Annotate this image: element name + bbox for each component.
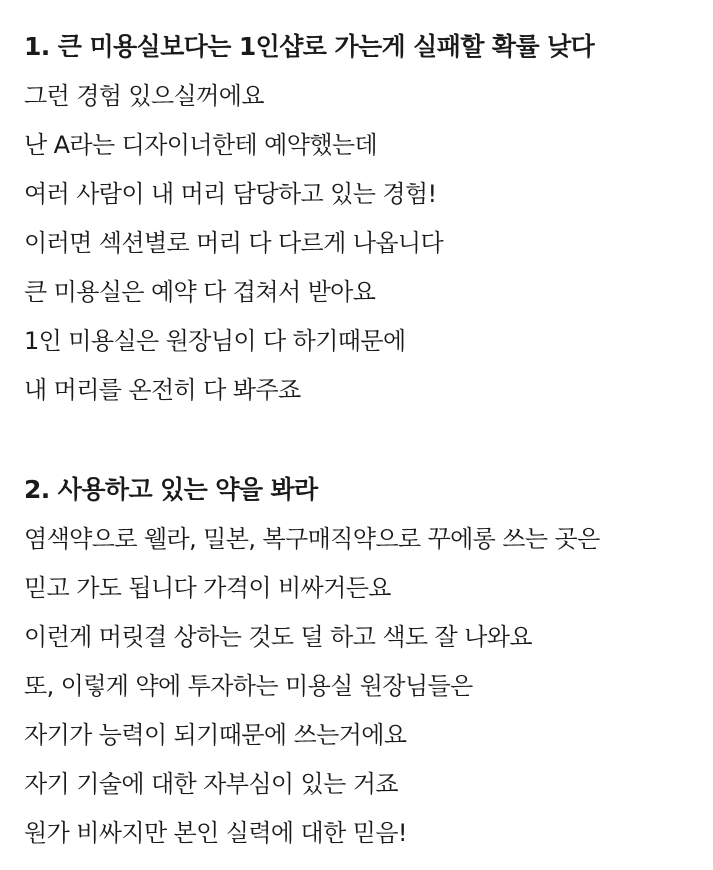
section-2-line-1: 염색약으로 웰라, 밀본, 복구매직약으로 꾸에롱 쓰는 곳은 [24, 525, 600, 553]
section-1-line-2: 난 A라는 디자이너한테 예약했는데 [24, 131, 378, 159]
section-1-line-3: 여러 사람이 내 머리 담당하고 있는 경험! [24, 180, 437, 208]
section-1-line-7: 내 머리를 온전히 다 봐주죠 [24, 376, 301, 404]
section-1-line-5: 큰 미용실은 예약 다 겹쳐서 받아요 [24, 278, 376, 306]
section-2-line-7: 원가 비싸지만 본인 실력에 대한 믿음! [24, 819, 407, 847]
section-2-line-6: 자기 기술에 대한 자부심이 있는 거죠 [24, 770, 398, 798]
section-2-line-5: 자기가 능력이 되기때문에 쓰는거에요 [24, 721, 407, 749]
section-2-heading: 2. 사용하고 있는 약을 봐라 [24, 475, 318, 504]
section-1-line-6: 1인 미용실은 원장님이 다 하기때문에 [24, 327, 406, 355]
section-1 [24, 22, 594, 415]
section-1-line-1: 그런 경험 있으실꺼에요 [24, 82, 264, 110]
section-2-line-4: 또, 이렇게 약에 투자하는 미용실 원장님들은 [24, 672, 473, 700]
section-2 [24, 465, 600, 858]
section-2-line-3: 이런게 머릿결 상하는 것도 덜 하고 색도 잘 나와요 [24, 623, 532, 651]
section-1-heading: 1. 큰 미용실보다는 1인샵로 가는게 실패할 확률 낮다 [24, 32, 595, 61]
section-1-line-4: 이러면 섹션별로 머리 다 다르게 나옵니다 [24, 229, 444, 257]
section-2-line-2: 믿고 가도 됩니다 가격이 비싸거든요 [24, 574, 391, 602]
